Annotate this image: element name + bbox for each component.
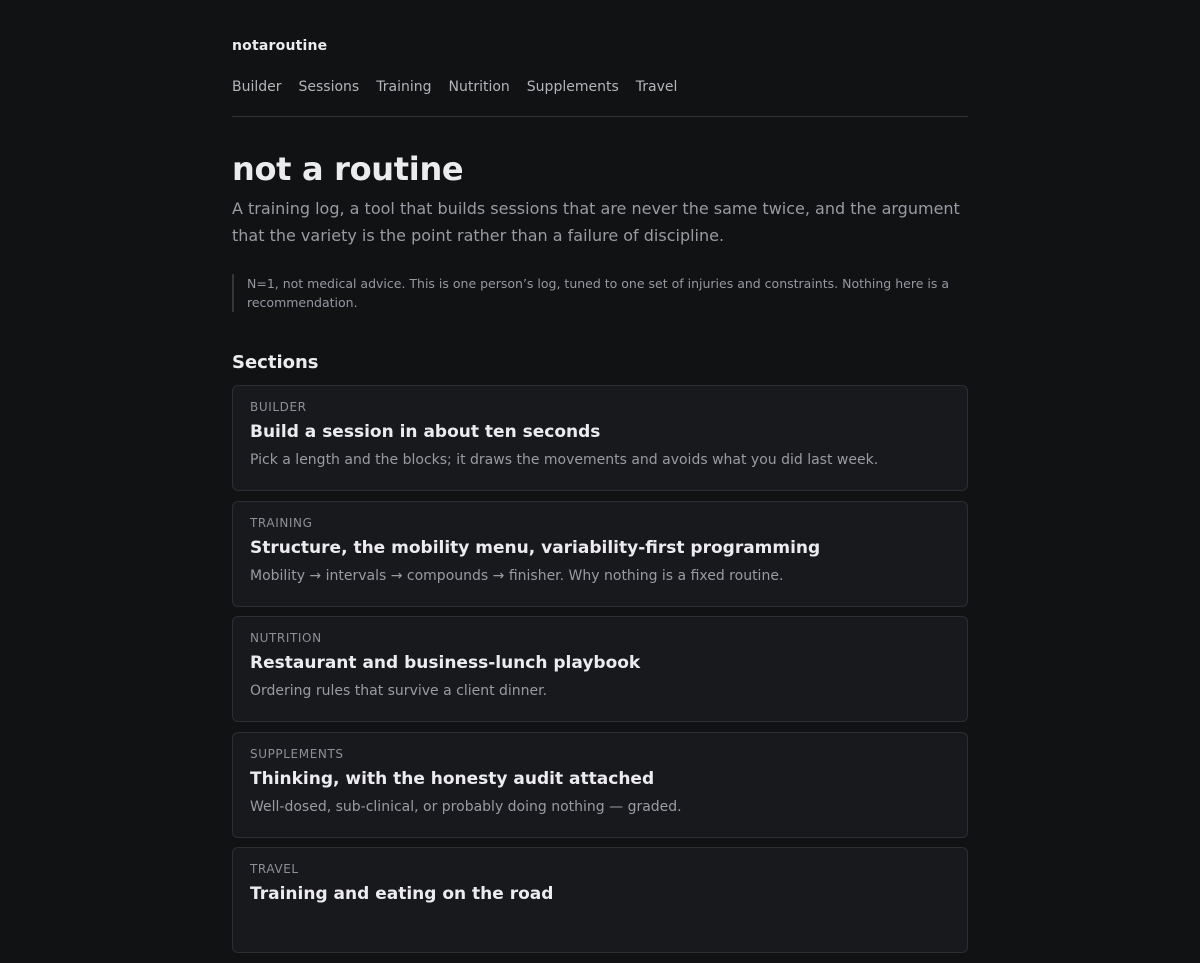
section-card-supplements[interactable] xyxy=(232,732,968,838)
section-card-builder[interactable] xyxy=(232,385,968,491)
sections-heading: Sections xyxy=(232,352,319,373)
card-title: Build a session in about ten seconds xyxy=(250,422,601,442)
nav-item-supplements[interactable]: Supplements xyxy=(526,79,619,95)
section-cards xyxy=(232,385,968,963)
card-title: Structure, the mobility menu, variability-first programming xyxy=(250,537,821,558)
section-card-training[interactable] xyxy=(232,501,968,607)
page-title: not a routine xyxy=(232,150,464,188)
card-tag: SUPPLEMENTS xyxy=(250,746,344,761)
card-tag: TRAVEL xyxy=(250,862,299,876)
header-divider xyxy=(232,116,968,117)
nav-item-nutrition[interactable]: Nutrition xyxy=(448,79,510,95)
card-description: Mobility → intervals → compounds → finisher. Why nothing is a fixed routine. xyxy=(250,567,784,584)
card-title: Training and eating on the road xyxy=(250,884,554,904)
card-description: Pick a length and the blocks; it draws the movements and avoids what you did last week. xyxy=(250,452,879,468)
disclaimer-note: N=1, not medical advice. This is one person’s log, tuned to one set of injuries and constraints. Nothing here is a recommendation. xyxy=(232,274,968,312)
card-title: Restaurant and business-lunch playbook xyxy=(250,653,641,673)
main-nav xyxy=(232,79,694,95)
nav-item-sessions[interactable]: Sessions xyxy=(298,79,360,95)
card-tag: BUILDER xyxy=(250,400,307,414)
nav-item-travel[interactable]: Travel xyxy=(635,79,678,95)
nav-item-training[interactable]: Training xyxy=(376,79,432,95)
site-brand[interactable]: notaroutine xyxy=(232,38,328,54)
card-description: Ordering rules that survive a client dinner. xyxy=(250,683,548,699)
section-card-nutrition[interactable] xyxy=(232,616,968,722)
card-description: Well-dosed, sub-clinical, or probably doing nothing — graded. xyxy=(250,798,682,815)
card-tag: TRAINING xyxy=(250,515,313,530)
page-lede: A training log, a tool that builds sessions that are never the same twice, and the argument that the variety is the point rather than a failure of discipline. xyxy=(232,199,960,245)
card-tag: NUTRITION xyxy=(250,631,322,645)
nav-item-builder[interactable]: Builder xyxy=(232,79,282,95)
card-title: Thinking, with the honesty audit attached xyxy=(250,768,655,789)
section-card-travel[interactable] xyxy=(232,847,968,953)
